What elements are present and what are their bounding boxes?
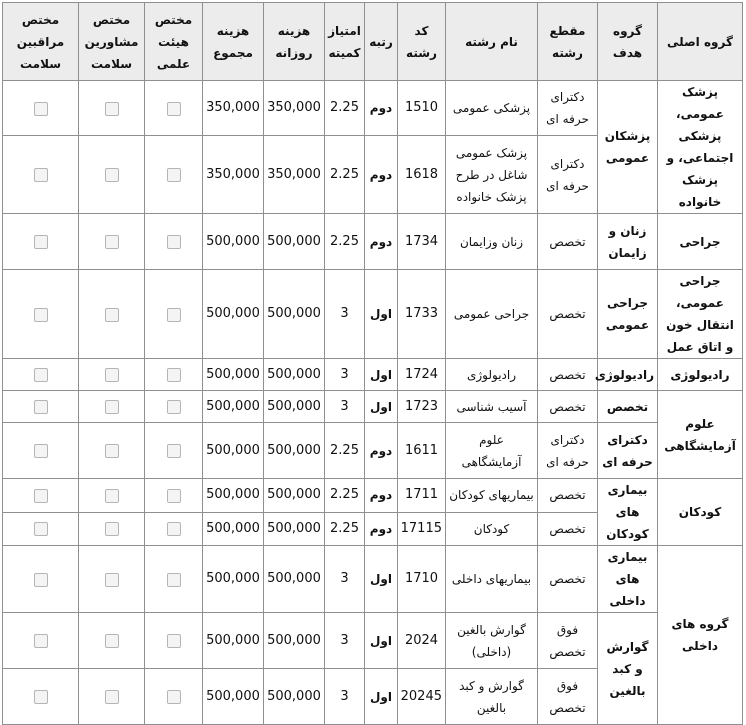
rank-cell: دوم — [365, 512, 398, 546]
total-cost-cell: 500,000 — [203, 479, 264, 513]
faculty-checkbox[interactable] — [167, 168, 181, 182]
header-main-group: گروه اصلی — [658, 3, 743, 81]
caregivers-checkbox[interactable] — [34, 235, 48, 249]
target-group-cell: بیماری های کودکان — [598, 479, 658, 546]
field-code-cell: 1723 — [398, 391, 446, 423]
daily-cost-cell: 500,000 — [264, 479, 325, 513]
header-target-group: گروه هدف — [598, 3, 658, 81]
main-group-cell: جراحی — [658, 214, 743, 270]
faculty-cell — [145, 359, 203, 391]
caregivers-checkbox[interactable] — [34, 168, 48, 182]
header-field-name: نام رشته — [446, 3, 538, 81]
faculty-cell — [145, 479, 203, 513]
advisors-checkbox[interactable] — [105, 308, 119, 322]
faculty-checkbox[interactable] — [167, 634, 181, 648]
header-daily-cost: هزینه روزانه — [264, 3, 325, 81]
caregivers-checkbox[interactable] — [34, 522, 48, 536]
field-name-cell: گوارش بالغین (داخلی) — [446, 613, 538, 669]
advisors-checkbox[interactable] — [105, 690, 119, 704]
faculty-cell — [145, 270, 203, 359]
field-name-cell: پزشک عمومی شاغل در طرح پزشک خانواده — [446, 136, 538, 214]
field-name-cell: گوارش و کبد بالغین — [446, 669, 538, 725]
score-cell: 3 — [325, 270, 365, 359]
total-cost-cell: 500,000 — [203, 423, 264, 479]
level-cell: تخصص — [538, 270, 598, 359]
header-advisors: مختص مشاورین سلامت — [79, 3, 145, 81]
table-row — [3, 214, 743, 270]
advisors-cell — [79, 669, 145, 725]
main-group-cell: کودکان — [658, 479, 743, 546]
score-cell: 3 — [325, 613, 365, 669]
daily-cost-cell: 500,000 — [264, 270, 325, 359]
caregivers-cell — [3, 613, 79, 669]
field-name-cell: آسیب شناسی — [446, 391, 538, 423]
target-group-cell: زنان و زایمان — [598, 214, 658, 270]
faculty-cell — [145, 81, 203, 136]
caregivers-checkbox[interactable] — [34, 102, 48, 116]
level-cell: دکترای حرفه ای — [538, 423, 598, 479]
header-row — [3, 3, 743, 81]
caregivers-checkbox[interactable] — [34, 573, 48, 587]
target-group-cell: دکترای حرفه ای — [598, 423, 658, 479]
level-cell: دکترای حرفه ای — [538, 81, 598, 136]
main-group-cell: پزشک عمومی، پزشکی اجتماعی، و پزشک خانواده — [658, 81, 743, 214]
advisors-cell — [79, 214, 145, 270]
caregivers-cell — [3, 214, 79, 270]
field-name-cell: رادیولوژی — [446, 359, 538, 391]
rank-cell: دوم — [365, 136, 398, 214]
caregivers-cell — [3, 669, 79, 725]
caregivers-checkbox[interactable] — [34, 634, 48, 648]
level-cell: تخصص — [538, 546, 598, 613]
rank-cell: اول — [365, 270, 398, 359]
faculty-checkbox[interactable] — [167, 235, 181, 249]
target-group-cell: بیماری های داخلی — [598, 546, 658, 613]
faculty-checkbox[interactable] — [167, 489, 181, 503]
field-name-cell: علوم آزمایشگاهی — [446, 423, 538, 479]
target-group-cell: جراحی عمومی — [598, 270, 658, 359]
target-group-cell: پزشکان عمومی — [598, 81, 658, 214]
rank-cell: دوم — [365, 479, 398, 513]
advisors-cell — [79, 423, 145, 479]
total-cost-cell: 500,000 — [203, 512, 264, 546]
field-code-cell: 1711 — [398, 479, 446, 513]
table-row — [3, 359, 743, 391]
table-row — [3, 270, 743, 359]
field-name-cell: کودکان — [446, 512, 538, 546]
faculty-checkbox[interactable] — [167, 308, 181, 322]
caregivers-checkbox[interactable] — [34, 489, 48, 503]
advisors-cell — [79, 479, 145, 513]
faculty-cell — [145, 391, 203, 423]
faculty-cell — [145, 669, 203, 725]
courses-table — [2, 2, 743, 725]
total-cost-cell: 500,000 — [203, 669, 264, 725]
daily-cost-cell: 500,000 — [264, 391, 325, 423]
faculty-checkbox[interactable] — [167, 522, 181, 536]
caregivers-cell — [3, 359, 79, 391]
advisors-cell — [79, 512, 145, 546]
rank-cell: اول — [365, 546, 398, 613]
caregivers-checkbox[interactable] — [34, 368, 48, 382]
level-cell: فوق تخصص — [538, 669, 598, 725]
advisors-checkbox[interactable] — [105, 573, 119, 587]
caregivers-cell — [3, 512, 79, 546]
score-cell: 2.25 — [325, 81, 365, 136]
table-row — [3, 546, 743, 613]
header-level: مقطع رشته — [538, 3, 598, 81]
field-code-cell: 1724 — [398, 359, 446, 391]
field-name-cell: جراحی عمومی — [446, 270, 538, 359]
rank-cell: اول — [365, 669, 398, 725]
advisors-checkbox[interactable] — [105, 235, 119, 249]
target-group-cell: گوارش و کبد بالغین — [598, 613, 658, 725]
faculty-checkbox[interactable] — [167, 444, 181, 458]
caregivers-cell — [3, 270, 79, 359]
score-cell: 3 — [325, 359, 365, 391]
field-code-cell: 17115 — [398, 512, 446, 546]
score-cell: 3 — [325, 546, 365, 613]
daily-cost-cell: 500,000 — [264, 546, 325, 613]
score-cell: 2.25 — [325, 136, 365, 214]
rank-cell: اول — [365, 613, 398, 669]
rank-cell: دوم — [365, 214, 398, 270]
caregivers-cell — [3, 479, 79, 513]
field-code-cell: 1611 — [398, 423, 446, 479]
total-cost-cell: 500,000 — [203, 270, 264, 359]
daily-cost-cell: 350,000 — [264, 136, 325, 214]
field-code-cell: 2024 — [398, 613, 446, 669]
table-row — [3, 423, 743, 479]
level-cell: تخصص — [538, 512, 598, 546]
header-caregivers: مختص مراقبین سلامت — [3, 3, 79, 81]
field-name-cell: بیماریهای داخلی — [446, 546, 538, 613]
advisors-cell — [79, 136, 145, 214]
header-total-cost: هزینه مجموع — [203, 3, 264, 81]
advisors-cell — [79, 613, 145, 669]
target-group-cell: رادیولوژی — [598, 359, 658, 391]
table-row — [3, 391, 743, 423]
caregivers-cell — [3, 423, 79, 479]
header-rank: رتبه — [365, 3, 398, 81]
field-code-cell: 1710 — [398, 546, 446, 613]
score-cell: 3 — [325, 669, 365, 725]
faculty-cell — [145, 136, 203, 214]
total-cost-cell: 500,000 — [203, 613, 264, 669]
advisors-checkbox[interactable] — [105, 168, 119, 182]
caregivers-cell — [3, 81, 79, 136]
target-group-cell: تخصص — [598, 391, 658, 423]
total-cost-cell: 350,000 — [203, 136, 264, 214]
faculty-checkbox[interactable] — [167, 690, 181, 704]
score-cell: 2.25 — [325, 423, 365, 479]
daily-cost-cell: 500,000 — [264, 613, 325, 669]
field-code-cell: 1733 — [398, 270, 446, 359]
level-cell: تخصص — [538, 359, 598, 391]
advisors-checkbox[interactable] — [105, 368, 119, 382]
main-group-cell: علوم آزمایشگاهی — [658, 391, 743, 479]
faculty-cell — [145, 613, 203, 669]
caregivers-checkbox[interactable] — [34, 308, 48, 322]
caregivers-cell — [3, 391, 79, 423]
advisors-checkbox[interactable] — [105, 489, 119, 503]
total-cost-cell: 500,000 — [203, 214, 264, 270]
daily-cost-cell: 500,000 — [264, 214, 325, 270]
daily-cost-cell: 500,000 — [264, 512, 325, 546]
field-code-cell: 20245 — [398, 669, 446, 725]
field-code-cell: 1734 — [398, 214, 446, 270]
caregivers-cell — [3, 546, 79, 613]
main-group-cell: گروه های داخلی — [658, 546, 743, 725]
faculty-cell — [145, 423, 203, 479]
daily-cost-cell: 500,000 — [264, 669, 325, 725]
field-code-cell: 1510 — [398, 81, 446, 136]
total-cost-cell: 500,000 — [203, 359, 264, 391]
field-name-cell: زنان وزایمان — [446, 214, 538, 270]
rank-cell: اول — [365, 359, 398, 391]
score-cell: 2.25 — [325, 214, 365, 270]
advisors-cell — [79, 81, 145, 136]
field-name-cell: پزشکی عمومی — [446, 81, 538, 136]
table-row — [3, 479, 743, 513]
advisors-cell — [79, 270, 145, 359]
faculty-cell — [145, 214, 203, 270]
caregivers-cell — [3, 136, 79, 214]
level-cell: دکترای حرفه ای — [538, 136, 598, 214]
caregivers-checkbox[interactable] — [34, 444, 48, 458]
advisors-checkbox[interactable] — [105, 522, 119, 536]
advisors-checkbox[interactable] — [105, 102, 119, 116]
advisors-cell — [79, 546, 145, 613]
header-score: امتیاز کمیته — [325, 3, 365, 81]
advisors-checkbox[interactable] — [105, 444, 119, 458]
faculty-checkbox[interactable] — [167, 368, 181, 382]
caregivers-checkbox[interactable] — [34, 690, 48, 704]
main-group-cell: جراحی عمومی، انتقال خون و اتاق عمل — [658, 270, 743, 359]
faculty-checkbox[interactable] — [167, 102, 181, 116]
header-field-code: کد رشته — [398, 3, 446, 81]
score-cell: 2.25 — [325, 512, 365, 546]
caregivers-checkbox[interactable] — [34, 400, 48, 414]
main-group-cell: رادیولوژی — [658, 359, 743, 391]
level-cell: فوق تخصص — [538, 613, 598, 669]
table-row — [3, 81, 743, 136]
field-name-cell: بیماریهای کودکان — [446, 479, 538, 513]
score-cell: 2.25 — [325, 479, 365, 513]
level-cell: تخصص — [538, 479, 598, 513]
field-code-cell: 1618 — [398, 136, 446, 214]
advisors-cell — [79, 359, 145, 391]
score-cell: 3 — [325, 391, 365, 423]
daily-cost-cell: 350,000 — [264, 81, 325, 136]
header-faculty: مختص هیئت علمی — [145, 3, 203, 81]
daily-cost-cell: 500,000 — [264, 359, 325, 391]
faculty-checkbox[interactable] — [167, 400, 181, 414]
rank-cell: دوم — [365, 81, 398, 136]
faculty-cell — [145, 546, 203, 613]
daily-cost-cell: 500,000 — [264, 423, 325, 479]
table-row — [3, 613, 743, 669]
faculty-cell — [145, 512, 203, 546]
level-cell: تخصص — [538, 214, 598, 270]
total-cost-cell: 350,000 — [203, 81, 264, 136]
faculty-checkbox[interactable] — [167, 573, 181, 587]
rank-cell: دوم — [365, 423, 398, 479]
advisors-checkbox[interactable] — [105, 400, 119, 414]
total-cost-cell: 500,000 — [203, 391, 264, 423]
total-cost-cell: 500,000 — [203, 546, 264, 613]
advisors-checkbox[interactable] — [105, 634, 119, 648]
rank-cell: اول — [365, 391, 398, 423]
level-cell: تخصص — [538, 391, 598, 423]
advisors-cell — [79, 391, 145, 423]
